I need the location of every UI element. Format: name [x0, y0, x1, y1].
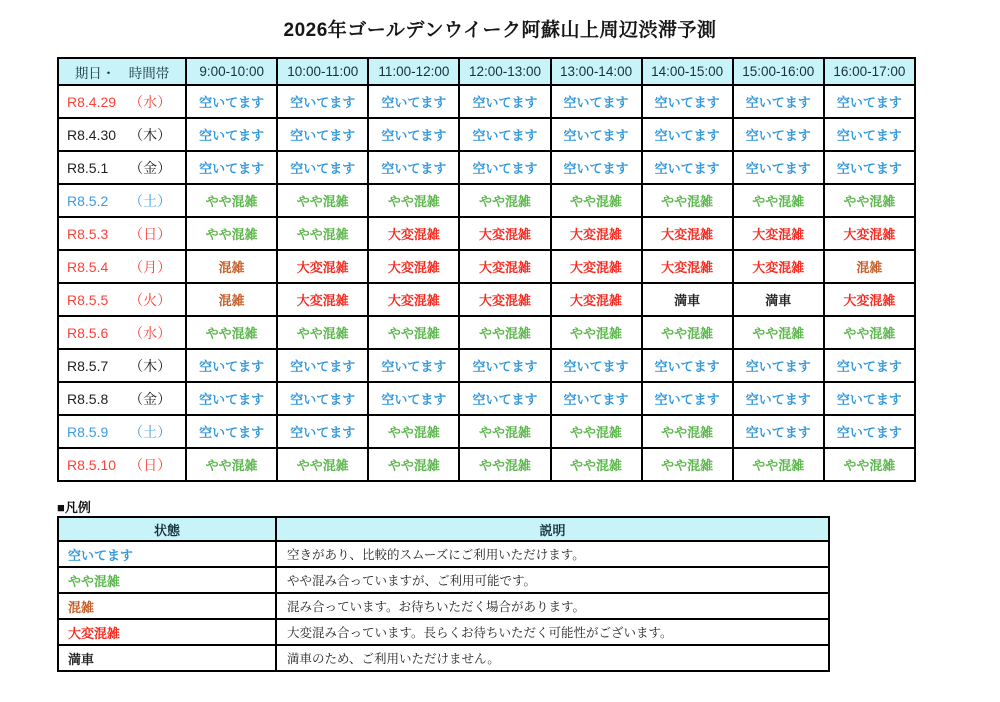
legend-column-header-description: 説明 — [276, 517, 829, 541]
status-text: やや混雑 — [387, 425, 440, 440]
forecast-cell — [551, 217, 642, 250]
legend-description-cell: やや混み合っていますが、ご利用可能です。 — [276, 567, 829, 593]
status-text: 大変混雑 — [387, 293, 440, 308]
date-cell-inner — [67, 257, 171, 277]
forecast-cell — [186, 118, 277, 151]
status-text: 空いてます — [472, 95, 538, 110]
legend-header-row — [58, 517, 829, 541]
time-column-header: 10:00-11:00 — [277, 58, 368, 85]
status-text: 大変混雑 — [296, 260, 349, 275]
status-text: 空いてます — [654, 161, 720, 176]
date-cell — [58, 151, 186, 184]
forecast-row — [58, 250, 915, 283]
status-text: 大変混雑 — [478, 227, 531, 242]
date-label: R8.5.4 — [67, 258, 109, 275]
status-text: 大変混雑 — [752, 260, 805, 275]
forecast-cell — [642, 151, 733, 184]
status-text: やや混雑 — [205, 227, 258, 242]
forecast-cell — [551, 382, 642, 415]
forecast-cell — [551, 85, 642, 118]
forecast-cell — [277, 448, 368, 481]
status-text: やや混雑 — [752, 194, 805, 209]
forecast-cell — [277, 349, 368, 382]
status-text: 空いてます — [563, 161, 629, 176]
status-text: 空いてます — [290, 161, 356, 176]
status-text: 大変混雑 — [478, 293, 531, 308]
date-label: R8.5.8 — [67, 390, 109, 407]
status-text: やや混雑 — [661, 458, 714, 473]
status-text: 空いてます — [745, 128, 811, 143]
status-text: 空いてます — [745, 95, 811, 110]
status-text: 空いてます — [290, 359, 356, 374]
forecast-row — [58, 349, 915, 382]
status-text: やや混雑 — [387, 194, 440, 209]
forecast-row — [58, 118, 915, 151]
status-text: 空いてます — [199, 359, 265, 374]
forecast-cell — [733, 283, 824, 316]
status-text: やや混雑 — [570, 458, 623, 473]
forecast-row — [58, 415, 915, 448]
status-text: 混雑 — [218, 260, 245, 275]
forecast-cell — [459, 415, 550, 448]
forecast-cell — [186, 316, 277, 349]
time-column-header: 12:00-13:00 — [459, 58, 550, 85]
legend-table — [57, 516, 830, 672]
date-cell — [58, 415, 186, 448]
weekday-label: （土） — [129, 192, 172, 209]
date-label: R8.5.7 — [67, 357, 109, 374]
forecast-cell — [277, 283, 368, 316]
date-label: R8.5.6 — [67, 324, 109, 341]
forecast-cell — [642, 85, 733, 118]
forecast-cell — [733, 382, 824, 415]
forecast-cell — [186, 382, 277, 415]
status-text: 大変混雑 — [661, 227, 714, 242]
forecast-cell — [368, 184, 459, 217]
forecast-cell — [824, 448, 915, 481]
status-text: やや混雑 — [661, 194, 714, 209]
forecast-cell — [368, 250, 459, 283]
forecast-cell — [459, 217, 550, 250]
status-text: 空いてます — [199, 161, 265, 176]
forecast-cell — [186, 349, 277, 382]
forecast-cell — [551, 250, 642, 283]
forecast-cell — [642, 217, 733, 250]
weekday-label: （月） — [129, 258, 172, 275]
legend-row — [58, 645, 829, 671]
legend-description-cell: 大変混み合っています。長らくお待ちいただく可能性がございます。 — [276, 619, 829, 645]
legend-status-cell: やや混雑 — [58, 567, 276, 593]
time-column-header: 9:00-10:00 — [186, 58, 277, 85]
forecast-cell — [277, 184, 368, 217]
forecast-row — [58, 184, 915, 217]
status-text: やや混雑 — [661, 425, 714, 440]
status-text: 空いてます — [654, 359, 720, 374]
forecast-cell — [733, 415, 824, 448]
status-text: やや混雑 — [387, 458, 440, 473]
forecast-cell — [186, 217, 277, 250]
forecast-row — [58, 316, 915, 349]
forecast-cell — [733, 217, 824, 250]
weekday-label: （金） — [129, 159, 172, 176]
forecast-cell — [459, 283, 550, 316]
forecast-cell — [642, 349, 733, 382]
forecast-cell — [277, 217, 368, 250]
legend-row — [58, 593, 829, 619]
legend-status-cell: 空いてます — [58, 541, 276, 567]
date-label: R8.5.2 — [67, 192, 109, 209]
legend-status-cell: 大変混雑 — [58, 619, 276, 645]
date-cell-inner — [67, 191, 171, 211]
forecast-cell — [642, 283, 733, 316]
status-text: 空いてます — [472, 359, 538, 374]
forecast-cell — [642, 250, 733, 283]
forecast-cell — [824, 382, 915, 415]
forecast-cell — [551, 316, 642, 349]
status-text: 空いてます — [836, 425, 902, 440]
forecast-cell — [186, 85, 277, 118]
time-column-header: 15:00-16:00 — [733, 58, 824, 85]
status-text: やや混雑 — [570, 326, 623, 341]
legend-status-cell: 混雑 — [58, 593, 276, 619]
weekday-label: （日） — [129, 225, 172, 242]
status-text: やや混雑 — [843, 194, 896, 209]
weekday-label: （木） — [129, 126, 172, 143]
status-text: 空いてます — [290, 425, 356, 440]
forecast-cell — [824, 250, 915, 283]
forecast-cell — [459, 382, 550, 415]
forecast-row — [58, 151, 915, 184]
status-text: 大変混雑 — [387, 227, 440, 242]
date-label: R8.5.5 — [67, 291, 109, 308]
status-text: 空いてます — [472, 392, 538, 407]
forecast-cell — [824, 151, 915, 184]
forecast-cell — [824, 283, 915, 316]
status-text: 空いてます — [563, 359, 629, 374]
forecast-cell — [368, 151, 459, 184]
weekday-label: （木） — [129, 357, 172, 374]
weekday-label: （水） — [129, 324, 172, 341]
legend-description-cell: 混み合っています。お待ちいただく場合があります。 — [276, 593, 829, 619]
weekday-label: （水） — [129, 93, 172, 110]
status-text: 空いてます — [654, 95, 720, 110]
legend-row — [58, 541, 829, 567]
forecast-header-row — [58, 58, 915, 85]
status-text: 空いてます — [836, 161, 902, 176]
date-label: R8.5.1 — [67, 159, 109, 176]
status-text: 空いてます — [199, 128, 265, 143]
forecast-cell — [459, 85, 550, 118]
status-text: やや混雑 — [205, 326, 258, 341]
date-cell-inner — [67, 389, 171, 409]
status-text: 空いてます — [199, 95, 265, 110]
legend-description-cell: 満車のため、ご利用いただけません。 — [276, 645, 829, 671]
legend-column-header-status: 状態 — [58, 517, 276, 541]
forecast-cell — [368, 217, 459, 250]
date-cell — [58, 184, 186, 217]
date-cell — [58, 283, 186, 316]
forecast-cell — [642, 382, 733, 415]
legend-row — [58, 619, 829, 645]
date-cell-inner — [67, 224, 171, 244]
status-text: やや混雑 — [296, 227, 349, 242]
time-column-header: 13:00-14:00 — [551, 58, 642, 85]
forecast-cell — [551, 151, 642, 184]
status-text: 空いてます — [381, 128, 447, 143]
status-text: 空いてます — [745, 425, 811, 440]
forecast-cell — [642, 118, 733, 151]
status-text: やや混雑 — [205, 458, 258, 473]
forecast-cell — [459, 250, 550, 283]
date-cell-inner — [67, 92, 171, 112]
date-cell — [58, 85, 186, 118]
status-text: 空いてます — [381, 95, 447, 110]
forecast-cell — [551, 184, 642, 217]
status-text: やや混雑 — [843, 326, 896, 341]
status-text: 大変混雑 — [843, 293, 896, 308]
legend-row — [58, 567, 829, 593]
status-text: 大変混雑 — [478, 260, 531, 275]
forecast-cell — [368, 448, 459, 481]
date-cell-inner — [67, 158, 171, 178]
date-cell — [58, 250, 186, 283]
status-text: やや混雑 — [478, 326, 531, 341]
forecast-cell — [642, 415, 733, 448]
legend-description-cell: 空きがあり、比較的スムーズにご利用いただけます。 — [276, 541, 829, 567]
forecast-cell — [368, 415, 459, 448]
forecast-cell — [186, 415, 277, 448]
status-text: 空いてます — [836, 359, 902, 374]
time-column-header: 11:00-12:00 — [368, 58, 459, 85]
status-text: 空いてます — [290, 392, 356, 407]
status-text: 空いてます — [563, 128, 629, 143]
status-text: やや混雑 — [296, 326, 349, 341]
date-label: R8.4.29 — [67, 93, 117, 110]
weekday-label: （土） — [129, 423, 172, 440]
forecast-cell — [186, 448, 277, 481]
status-text: 大変混雑 — [661, 260, 714, 275]
weekday-label: （金） — [129, 390, 172, 407]
forecast-cell — [824, 217, 915, 250]
status-text: 空いてます — [199, 392, 265, 407]
weekday-label: （日） — [129, 456, 172, 473]
forecast-cell — [733, 349, 824, 382]
forecast-cell — [551, 118, 642, 151]
legend-body — [58, 541, 829, 671]
status-text: やや混雑 — [296, 458, 349, 473]
status-text: やや混雑 — [752, 458, 805, 473]
status-text: 混雑 — [856, 260, 883, 275]
date-label: R8.4.30 — [67, 126, 117, 143]
date-label: R8.5.3 — [67, 225, 109, 242]
time-column-header: 16:00-17:00 — [824, 58, 915, 85]
forecast-cell — [277, 382, 368, 415]
status-text: やや混雑 — [570, 194, 623, 209]
forecast-cell — [186, 184, 277, 217]
date-cell-inner — [67, 125, 171, 145]
status-text: やや混雑 — [478, 194, 531, 209]
legend-status-cell: 満車 — [58, 645, 276, 671]
forecast-cell — [824, 415, 915, 448]
forecast-cell — [459, 349, 550, 382]
forecast-row — [58, 382, 915, 415]
status-text: やや混雑 — [205, 194, 258, 209]
forecast-cell — [459, 151, 550, 184]
forecast-cell — [277, 118, 368, 151]
status-text: 空いてます — [290, 128, 356, 143]
date-cell — [58, 316, 186, 349]
date-cell — [58, 382, 186, 415]
legend-heading: ■凡例 — [57, 500, 91, 515]
status-text: 空いてます — [472, 161, 538, 176]
forecast-cell — [277, 316, 368, 349]
forecast-cell — [459, 184, 550, 217]
forecast-cell — [459, 448, 550, 481]
forecast-cell — [277, 85, 368, 118]
status-text: 空いてます — [836, 95, 902, 110]
status-text: 混雑 — [218, 293, 245, 308]
forecast-cell — [733, 448, 824, 481]
date-cell — [58, 349, 186, 382]
forecast-cell — [277, 415, 368, 448]
forecast-cell — [733, 85, 824, 118]
forecast-cell — [642, 448, 733, 481]
forecast-cell — [551, 448, 642, 481]
status-text: 空いてます — [836, 128, 902, 143]
date-cell — [58, 118, 186, 151]
forecast-cell — [368, 316, 459, 349]
status-text: 空いてます — [745, 392, 811, 407]
forecast-row — [58, 448, 915, 481]
forecast-row — [58, 85, 915, 118]
status-text: やや混雑 — [387, 326, 440, 341]
time-column-header: 14:00-15:00 — [642, 58, 733, 85]
status-text: 大変混雑 — [570, 260, 623, 275]
status-text: やや混雑 — [570, 425, 623, 440]
forecast-cell — [551, 415, 642, 448]
status-text: 空いてます — [563, 95, 629, 110]
date-label: R8.5.9 — [67, 423, 109, 440]
status-text: 大変混雑 — [387, 260, 440, 275]
forecast-cell — [824, 316, 915, 349]
status-text: 大変混雑 — [752, 227, 805, 242]
date-cell-inner — [67, 455, 171, 475]
weekday-label: （火） — [129, 291, 172, 308]
forecast-cell — [459, 118, 550, 151]
status-text: 空いてます — [290, 95, 356, 110]
forecast-cell — [368, 283, 459, 316]
status-text: 大変混雑 — [843, 227, 896, 242]
status-text: 空いてます — [381, 359, 447, 374]
forecast-cell — [733, 118, 824, 151]
forecast-row — [58, 217, 915, 250]
date-cell — [58, 217, 186, 250]
status-text: 空いてます — [654, 392, 720, 407]
forecast-cell — [642, 184, 733, 217]
forecast-cell — [824, 118, 915, 151]
forecast-cell — [459, 316, 550, 349]
status-text: 大変混雑 — [570, 293, 623, 308]
forecast-cell — [368, 349, 459, 382]
forecast-cell — [186, 250, 277, 283]
date-cell-inner — [67, 356, 171, 376]
forecast-row — [58, 283, 915, 316]
status-text: 空いてます — [472, 128, 538, 143]
forecast-cell — [824, 184, 915, 217]
status-text: 空いてます — [745, 359, 811, 374]
status-text: 空いてます — [563, 392, 629, 407]
date-cell-inner — [67, 422, 171, 442]
status-text: 空いてます — [654, 128, 720, 143]
forecast-cell — [368, 118, 459, 151]
forecast-cell — [277, 151, 368, 184]
status-text: やや混雑 — [296, 194, 349, 209]
page-title: 2026年ゴールデンウイーク阿蘇山上周辺渋滞予測 — [283, 20, 717, 41]
forecast-cell — [733, 250, 824, 283]
status-text: 満車 — [765, 293, 792, 308]
status-text: やや混雑 — [661, 326, 714, 341]
forecast-cell — [824, 349, 915, 382]
status-text: 大変混雑 — [296, 293, 349, 308]
forecast-cell — [551, 349, 642, 382]
forecast-cell — [551, 283, 642, 316]
status-text: 空いてます — [381, 161, 447, 176]
status-text: 空いてます — [836, 392, 902, 407]
forecast-cell — [733, 316, 824, 349]
status-text: 空いてます — [199, 425, 265, 440]
date-cell-inner — [67, 323, 171, 343]
forecast-cell — [733, 151, 824, 184]
forecast-cell — [368, 382, 459, 415]
status-text: やや混雑 — [752, 326, 805, 341]
date-cell — [58, 448, 186, 481]
congestion-forecast-table — [57, 57, 916, 482]
forecast-cell — [733, 184, 824, 217]
forecast-cell — [368, 85, 459, 118]
status-text: やや混雑 — [478, 458, 531, 473]
forecast-body — [58, 85, 915, 481]
forecast-cell — [824, 85, 915, 118]
status-text: 空いてます — [381, 392, 447, 407]
corner-header-date-time: 期日・ 時間帯 — [58, 58, 186, 85]
date-label: R8.5.10 — [67, 456, 117, 473]
date-cell-inner — [67, 290, 171, 310]
forecast-cell — [186, 283, 277, 316]
status-text: 満車 — [674, 293, 701, 308]
status-text: やや混雑 — [478, 425, 531, 440]
forecast-cell — [186, 151, 277, 184]
status-text: 空いてます — [745, 161, 811, 176]
status-text: 大変混雑 — [570, 227, 623, 242]
status-text: やや混雑 — [843, 458, 896, 473]
forecast-cell — [642, 316, 733, 349]
forecast-cell — [277, 250, 368, 283]
